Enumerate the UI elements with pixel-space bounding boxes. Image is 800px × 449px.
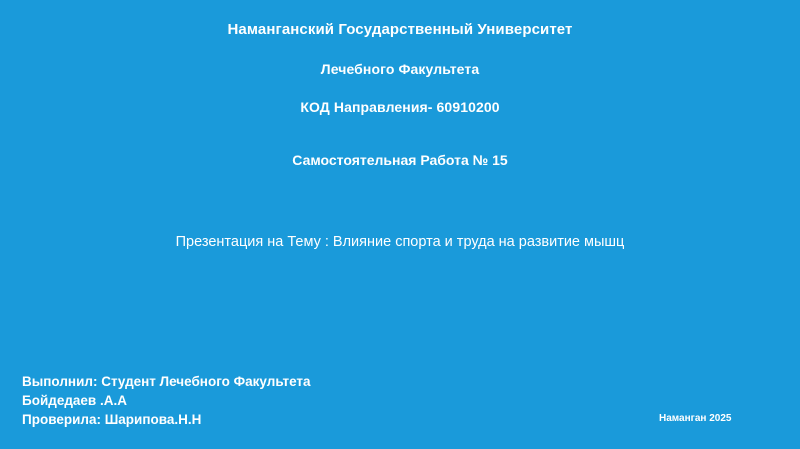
slide-header — [0, 22, 800, 138]
author-block — [22, 372, 311, 429]
program-code: КОД Направления- 60910200 — [300, 98, 500, 115]
reviewer-name: Проверила: Шарипова.Н.Н — [22, 412, 202, 428]
university-name: Наманганский Государственный Университет — [227, 21, 573, 38]
work-number: Самостоятельная Работа № 15 — [292, 152, 508, 168]
author-name: Бойдедаев .А.А — [22, 393, 127, 409]
author-role: Выполнил: Студент Лечебного Факультета — [22, 374, 311, 389]
city-year: Наманган 2025 — [659, 413, 732, 424]
presentation-topic: Презентация на Тему : Влияние спорта и труда на развитие мышц — [175, 234, 625, 250]
faculty-name: Лечебного Факультета — [320, 60, 480, 77]
